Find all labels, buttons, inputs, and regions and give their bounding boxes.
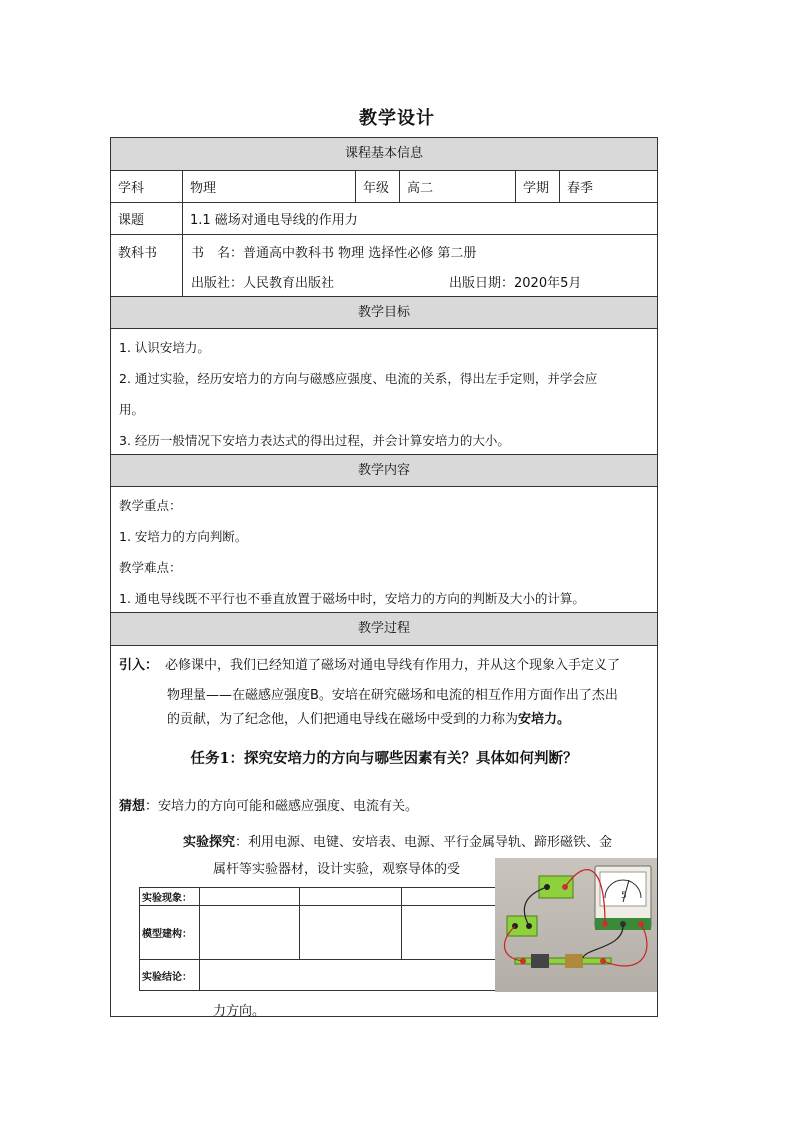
- task-heading: 任务1：探究安培力的方向与哪些因素有关？具体如何判断？: [190, 750, 578, 767]
- experiment-row: [140, 888, 500, 906]
- document-title: 教学设计: [359, 108, 435, 129]
- publish-date: 出版日期：2020年5月: [449, 276, 582, 291]
- grade-value: 高二: [400, 171, 516, 202]
- hypothesis-label: 猜想: [119, 799, 146, 814]
- key-points-label: 教学重点：: [119, 498, 182, 513]
- lesson-table: [110, 137, 658, 1017]
- conclusion-label: 实验结论：: [140, 960, 200, 990]
- difficulty-item: 1. 通电导线既不平行也不垂直放置于磁场中时，安培力的方向的判断及大小的计算。: [119, 591, 585, 606]
- table-cell: [300, 906, 402, 959]
- subject-row: [111, 171, 657, 203]
- goal-item: 2. 通过实验，经历安培力的方向与磁感应强度、电流的关系，得出左手定则，并学会应: [119, 371, 598, 386]
- difficulty-label: 教学难点：: [119, 560, 182, 575]
- intro-line: 物理量——在磁感应强度B。安培在研究磁场和电流的相互作用方面作出了杰出: [167, 688, 618, 703]
- section-header-content: 教学内容: [111, 455, 657, 487]
- topic-row: [111, 203, 657, 235]
- observation-label: 实验现象：: [140, 888, 200, 905]
- book-name: 书 名：普通高中教科书 物理 选择性必修 第二册: [191, 246, 477, 261]
- topic-value: 1.1 磁场对通电导线的作用力: [190, 213, 358, 228]
- intro-label: 引入：: [119, 658, 159, 673]
- experiment-apparatus-photo: [495, 858, 657, 992]
- term-label: 学期: [516, 171, 560, 202]
- ammeter-digit: 5: [621, 891, 627, 901]
- intro-line: 必修课中，我们已经知道了磁场对通电导线有作用力，并从这个现象入手定义了: [165, 658, 621, 673]
- experiment-text-continued: 属杆等实验器材，设计实验，观察导体的受: [213, 862, 461, 877]
- goal-item-continued: 用。: [119, 402, 145, 417]
- key-point-item: 1. 安培力的方向判断。: [119, 529, 248, 544]
- table-cell: [200, 906, 300, 959]
- section-header-process: 教学过程: [111, 613, 657, 646]
- table-cell: [300, 888, 402, 905]
- subject-value: 物理: [183, 171, 356, 202]
- term-value: 春季: [567, 181, 594, 196]
- model-building-label: 模型建构：: [140, 906, 200, 959]
- experiment-row: [140, 906, 500, 960]
- intro-text: 的贡献，为了纪念他，人们把通电导线在磁场中受到的力称为: [167, 712, 519, 727]
- publisher: 出版社：人民教育出版社: [191, 276, 335, 291]
- section-header-goals: 教学目标: [111, 297, 657, 329]
- textbook-row: [111, 235, 657, 297]
- hypothesis-text: ：安培力的方向可能和磁感应强度、电流有关。: [145, 799, 419, 814]
- table-cell: [200, 888, 300, 905]
- ampere-force-term: 安培力。: [518, 712, 571, 727]
- experiment-text-end: 力方向。: [213, 1004, 266, 1019]
- experiment-label: 实验探究: [183, 835, 236, 850]
- hypothesis: [119, 795, 418, 814]
- grade-label: 年级: [356, 171, 400, 202]
- goals-block: [111, 329, 657, 455]
- experiment-intro: [183, 831, 612, 850]
- experiment-text: ：利用电源、电键、安培表、电源、平行金属导轨、蹄形磁铁、金: [235, 835, 613, 850]
- subject-label: 学科: [111, 171, 183, 202]
- goal-item: 1. 认识安培力。: [119, 340, 210, 355]
- topic-label: 课题: [111, 203, 183, 234]
- intro-line: [167, 708, 570, 727]
- experiment-row: [140, 960, 500, 990]
- content-block: [111, 487, 657, 613]
- textbook-label: 教科书: [111, 235, 183, 296]
- experiment-table: [139, 887, 501, 991]
- goal-item: 3. 经历一般情况下安培力表达式的得出过程，并会计算安培力的大小。: [119, 433, 510, 448]
- section-header-basic-info: 课程基本信息: [111, 138, 657, 171]
